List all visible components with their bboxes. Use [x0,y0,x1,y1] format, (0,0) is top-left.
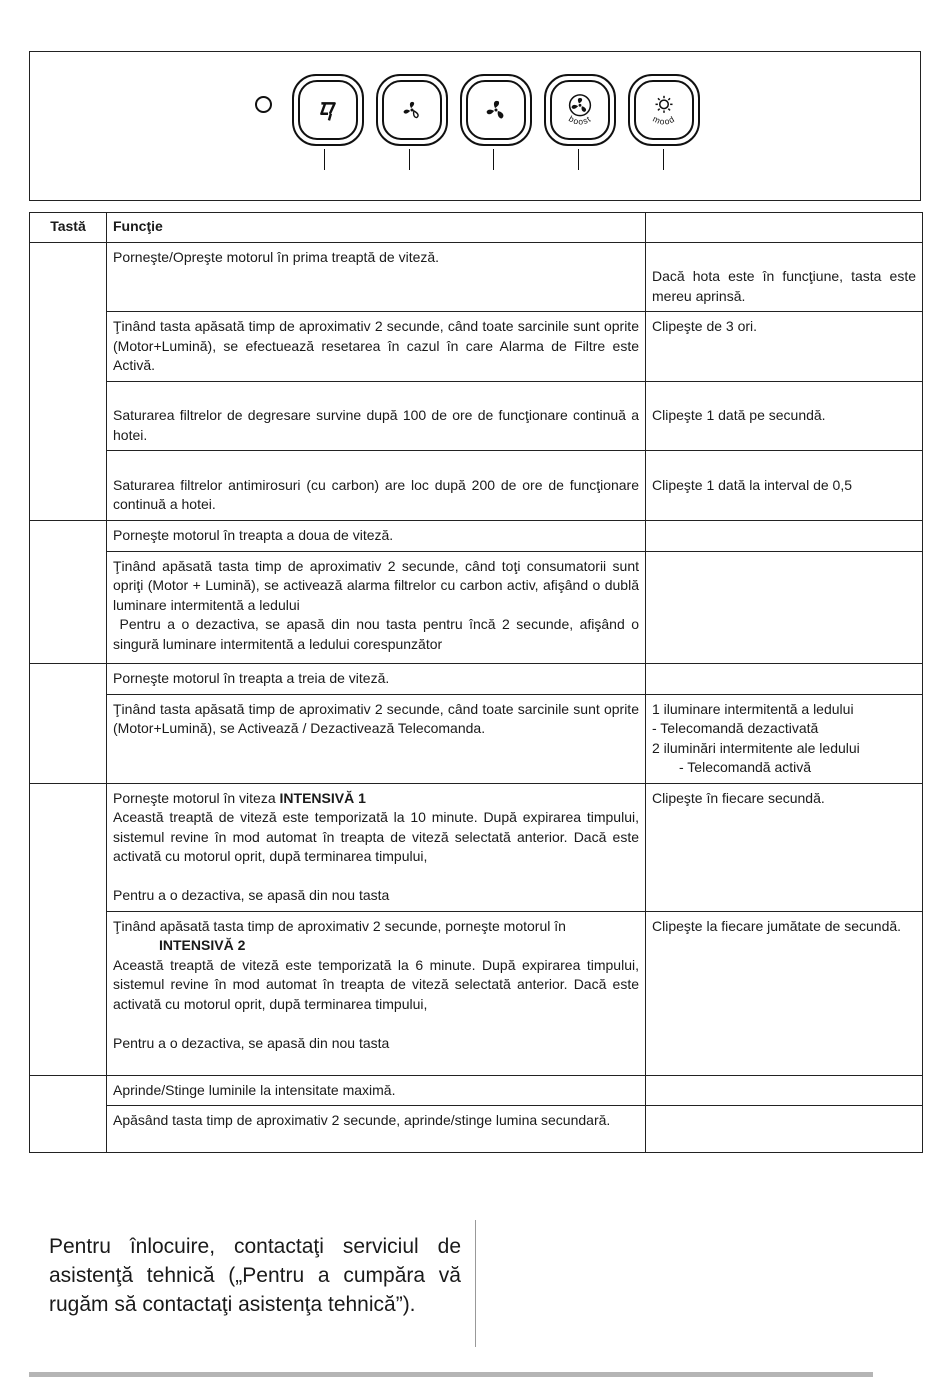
mood-label: mood [651,113,677,127]
function-cell: Porneşte/Opreşte motorul în prima treaptă de viteză. [107,242,646,312]
key-function-table [29,212,923,1153]
callout-line [493,149,494,170]
footer-bar [29,1372,873,1377]
callout-line [663,149,664,170]
function-cell: Saturarea filtrelor de degresare survine după 100 de ore de funcţionare continuă a hotei. [107,381,646,451]
indicator-cell: Dacă hota este în funcţiune, tasta este mereu aprinsă. [646,242,923,312]
led-indicator [255,96,272,113]
callout-line [324,149,325,170]
indicator-cell [646,520,923,551]
table-row [30,551,923,663]
indicator-cell: Clipeşte 1 dată pe secundă. [646,381,923,451]
function-cell: Saturarea filtrelor antimirosuri (cu carbon) are loc după 200 de ore de funcţionare continuă a hotei. [107,451,646,521]
table-row [30,520,923,551]
callout-line [409,149,410,170]
mood-key [628,74,700,146]
function-cell: Apăsând tasta timp de aproximativ 2 secunde, aprinde/stinge lumina secundară. [107,1106,646,1153]
function-cell: Porneşte motorul în viteza INTENSIVĂ 1 Această treaptă de viteză este temporizată la 10 minute. După expirarea timpului, sistemul revine în mod automat în treapta de viteză selectată anterior. Dacă este activată cu motorul oprit, după terminarea timpului, Pentru a o dezactiva, se apasă din nou tasta [107,783,646,911]
control-panel-diagram [29,51,921,201]
fan-speed-2-key [460,74,532,146]
key-cell [30,783,107,1075]
indicator-cell: Clipeşte 1 dată la interval de 0,5 [646,451,923,521]
indicator-cell [646,1106,923,1153]
function-cell: Ţinând apăsată tasta timp de aproximativ 2 secunde, când toţi consumatorii sunt opriţi (Motor + Lumină), se activează alarma filtrelor cu carbon activ, afişând o dublă luminare intermitentă a ledului Pentru a o dezactiva, se apasă din nou tasta pentru încă 2 secunde, afişând o singură luminare intermitentă a ledului corespunzător [107,551,646,663]
boost-key [544,74,616,146]
header-indicator [646,213,923,243]
column-divider [475,1220,476,1347]
function-cell: Ţinând apăsată tasta timp de aproximativ 2 secunde, porneşte motorul în INTENSIVĂ 2 Această treaptă de viteză este temporizată la 6 minute. După expirarea timpului, sistemul revine în mod automat în treapta de viteză selectată anterior. Dacă este activată cu motorul oprit, după terminarea timpului, Pentru a o dezactiva, se apasă din nou tasta [107,911,646,1075]
function-cell: Ţinând tasta apăsată timp de aproximativ 2 secunde, când toate sarcinile sunt oprite (Motor+Lumină), se Activează / Dezactivează Telecomanda. [107,694,646,783]
header-function: Funcţie [107,213,646,243]
indicator-cell: 1 iluminare intermitentă a ledului - Telecomandă dezactivată 2 iluminări intermitente ale ledului - Telecomandă activă [646,694,923,783]
table-row [30,242,923,312]
fan-small-icon [378,76,446,144]
boost-label: boost [567,113,594,127]
key-cell [30,1075,107,1153]
table-row [30,911,923,1075]
replacement-note: Pentru înlocuire, contactaţi serviciul de asistenţă tehnică („Pentru a cumpăra vă rugăm să contactaţi asistenţa tehnică”). [49,1235,461,1316]
table-row [30,381,923,451]
indicator-cell: Clipeşte în fiecare secundă. [646,783,923,911]
light-icon [630,76,698,144]
table-row [30,1075,923,1106]
function-cell: Ţinând tasta apăsată timp de aproximativ 2 secunde, când toate sarcinile sunt oprite (Motor+Lumină), se efectuează resetarea în cazul în care Alarma de Filtre este Activă. [107,312,646,382]
fan-speed-1-key [376,74,448,146]
key-cell [30,663,107,783]
indicator-cell [646,663,923,694]
indicator-cell [646,1075,923,1106]
filter-reset-key [292,74,364,146]
filter-icon [294,76,362,144]
table-row [30,783,923,911]
key-cell [30,242,107,520]
svg-text:mood [651,114,676,127]
function-cell: Aprinde/Stinge luminile la intensitate maximă. [107,1075,646,1106]
function-cell: Porneşte motorul în treapta a doua de viteză. [107,520,646,551]
indicator-cell: Clipeşte la fiecare jumătate de secundă. [646,911,923,1075]
function-cell: Porneşte motorul în treapta a treia de viteză. [107,663,646,694]
indicator-cell: Clipeşte de 3 ori. [646,312,923,382]
table-row [30,451,923,521]
fan-boost-icon [546,76,614,144]
table-row [30,1106,923,1153]
key-cell [30,520,107,663]
table-row [30,694,923,783]
table-row [30,663,923,694]
table-row [30,312,923,382]
indicator-cell [646,551,923,663]
table-header-row [30,213,923,243]
header-key: Tastă [30,213,107,243]
callout-line [578,149,579,170]
fan-medium-icon [462,76,530,144]
